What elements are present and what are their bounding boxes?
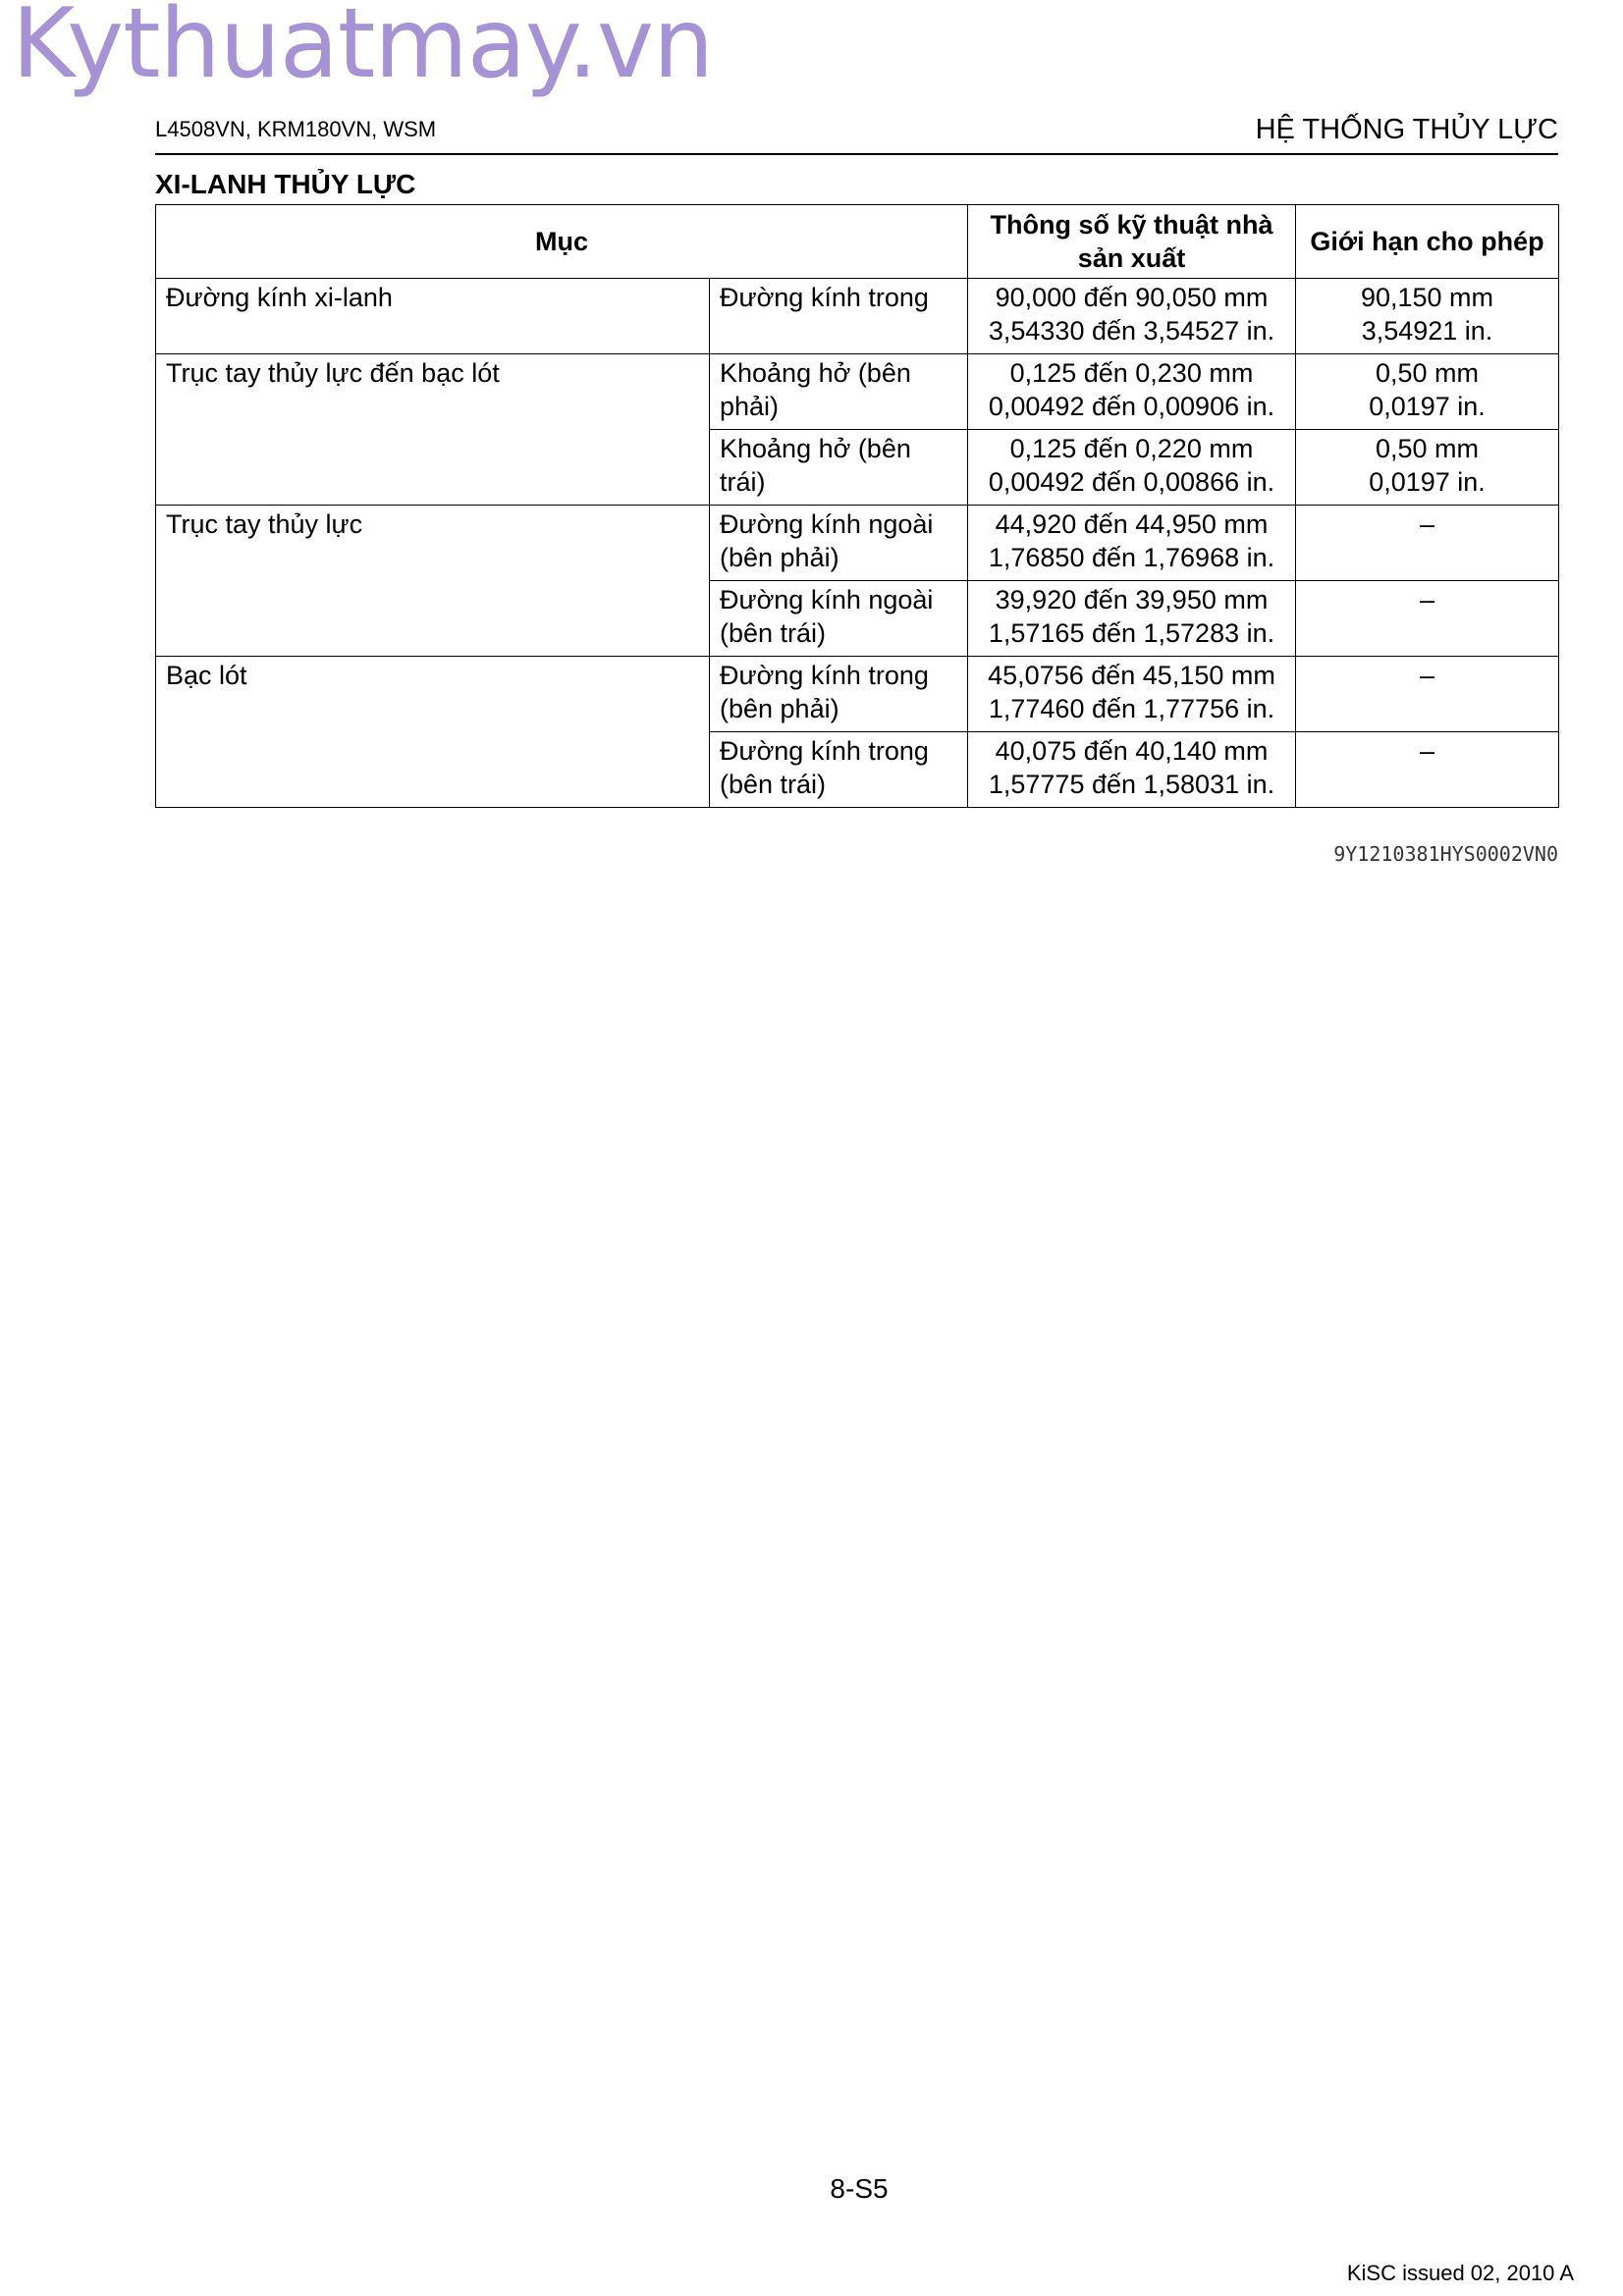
subitem-line1: Đường kính trong [720, 661, 929, 690]
row-factory-spec [968, 279, 1296, 354]
spec-line2: 0,00492 đến 0,00906 in. [988, 392, 1275, 421]
row-factory-spec [968, 430, 1296, 506]
spec-line1: 44,920 đến 44,950 mm [995, 509, 1269, 539]
document-code: 9Y1210381HYS0002VN0 [1333, 842, 1558, 866]
subitem-line1: Khoảng hở (bên [720, 358, 911, 388]
subitem-line2: (bên phải) [720, 694, 839, 723]
row-factory-spec [968, 354, 1296, 430]
limit-line1: 0,50 mm [1375, 434, 1480, 463]
row-item: Trục tay thủy lực đến bạc lót [156, 354, 710, 506]
header-item: Mục [156, 205, 968, 279]
limit-line2: 0,0197 in. [1369, 467, 1486, 497]
section-title: XI-LANH THỦY LỰC [155, 169, 416, 199]
spec-line1: 0,125 đến 0,230 mm [1009, 358, 1254, 388]
row-subitem [710, 354, 968, 430]
row-factory-spec [968, 732, 1296, 808]
spec-line1: 90,000 đến 90,050 mm [995, 283, 1269, 312]
subitem-line1: Đường kính ngoài [720, 585, 934, 614]
subitem-line1: Khoảng hở (bên [720, 434, 911, 463]
limit-line2: 3,54921 in. [1361, 316, 1493, 346]
limit-line1: – [1419, 661, 1435, 690]
header-chapter-title: HỆ THỐNG THỦY LỰC [1255, 114, 1558, 145]
subitem-line2: (bên trái) [720, 770, 827, 799]
subitem-line1: Đường kính ngoài [720, 509, 934, 539]
spec-line2: 1,57775 đến 1,58031 in. [988, 770, 1275, 799]
row-factory-spec [968, 581, 1296, 657]
limit-line1: – [1419, 509, 1435, 539]
spec-table [155, 204, 1559, 808]
limit-line2: 0,0197 in. [1369, 392, 1486, 421]
limit-line1: – [1419, 736, 1435, 766]
row-item: Trục tay thủy lực [156, 506, 710, 657]
header-factory-spec-line1: Thông số kỹ thuật nhà [990, 210, 1273, 240]
row-subitem [710, 657, 968, 732]
issued-note: KiSC issued 02, 2010 A [1346, 2261, 1574, 2285]
header-models: L4508VN, KRM180VN, WSM [155, 117, 437, 141]
row-item: Bạc lót [156, 657, 710, 808]
spec-line2: 0,00492 đến 0,00866 in. [988, 467, 1275, 497]
row-allowable-limit [1296, 657, 1559, 732]
row-allowable-limit [1296, 581, 1559, 657]
row-subitem [710, 732, 968, 808]
subitem-line1: Đường kính trong [720, 283, 929, 312]
row-subitem [710, 506, 968, 581]
header-divider [155, 153, 1558, 155]
table-header-row [156, 205, 1559, 279]
subitem-line2: trái) [720, 467, 766, 497]
table-row [156, 354, 1559, 430]
spec-line2: 1,77460 đến 1,77756 in. [988, 694, 1275, 723]
limit-line1: 0,50 mm [1375, 358, 1480, 388]
row-factory-spec [968, 657, 1296, 732]
row-subitem [710, 279, 968, 354]
spec-line2: 3,54330 đến 3,54527 in. [988, 316, 1275, 346]
table-row [156, 506, 1559, 581]
spec-line1: 40,075 đến 40,140 mm [995, 736, 1269, 766]
spec-line1: 45,0756 đến 45,150 mm [988, 661, 1275, 690]
row-allowable-limit [1296, 354, 1559, 430]
spec-line2: 1,57165 đến 1,57283 in. [988, 618, 1275, 648]
row-subitem [710, 430, 968, 506]
subitem-line2: (bên phải) [720, 543, 839, 572]
header-factory-spec [968, 205, 1296, 279]
row-allowable-limit [1296, 506, 1559, 581]
limit-line1: – [1419, 585, 1435, 614]
subitem-line2: (bên trái) [720, 618, 827, 648]
row-subitem [710, 581, 968, 657]
row-factory-spec [968, 506, 1296, 581]
subitem-line1: Đường kính trong [720, 736, 929, 766]
header-allowable-limit: Giới hạn cho phép [1296, 205, 1559, 279]
spec-line1: 0,125 đến 0,220 mm [1009, 434, 1254, 463]
spec-line1: 39,920 đến 39,950 mm [995, 585, 1269, 614]
row-allowable-limit [1296, 732, 1559, 808]
page-number: 8-S5 [830, 2173, 889, 2204]
spec-line2: 1,76850 đến 1,76968 in. [988, 543, 1275, 572]
table-row [156, 279, 1559, 354]
subitem-line2: phải) [720, 392, 780, 421]
limit-line1: 90,150 mm [1360, 283, 1494, 312]
row-item: Đường kính xi-lanh [156, 279, 710, 354]
row-allowable-limit [1296, 279, 1559, 354]
table-row [156, 657, 1559, 732]
row-allowable-limit [1296, 430, 1559, 506]
watermark-logo: Kythuatmay.vn [12, 0, 714, 100]
header-factory-spec-line2: sản xuất [1077, 243, 1186, 273]
